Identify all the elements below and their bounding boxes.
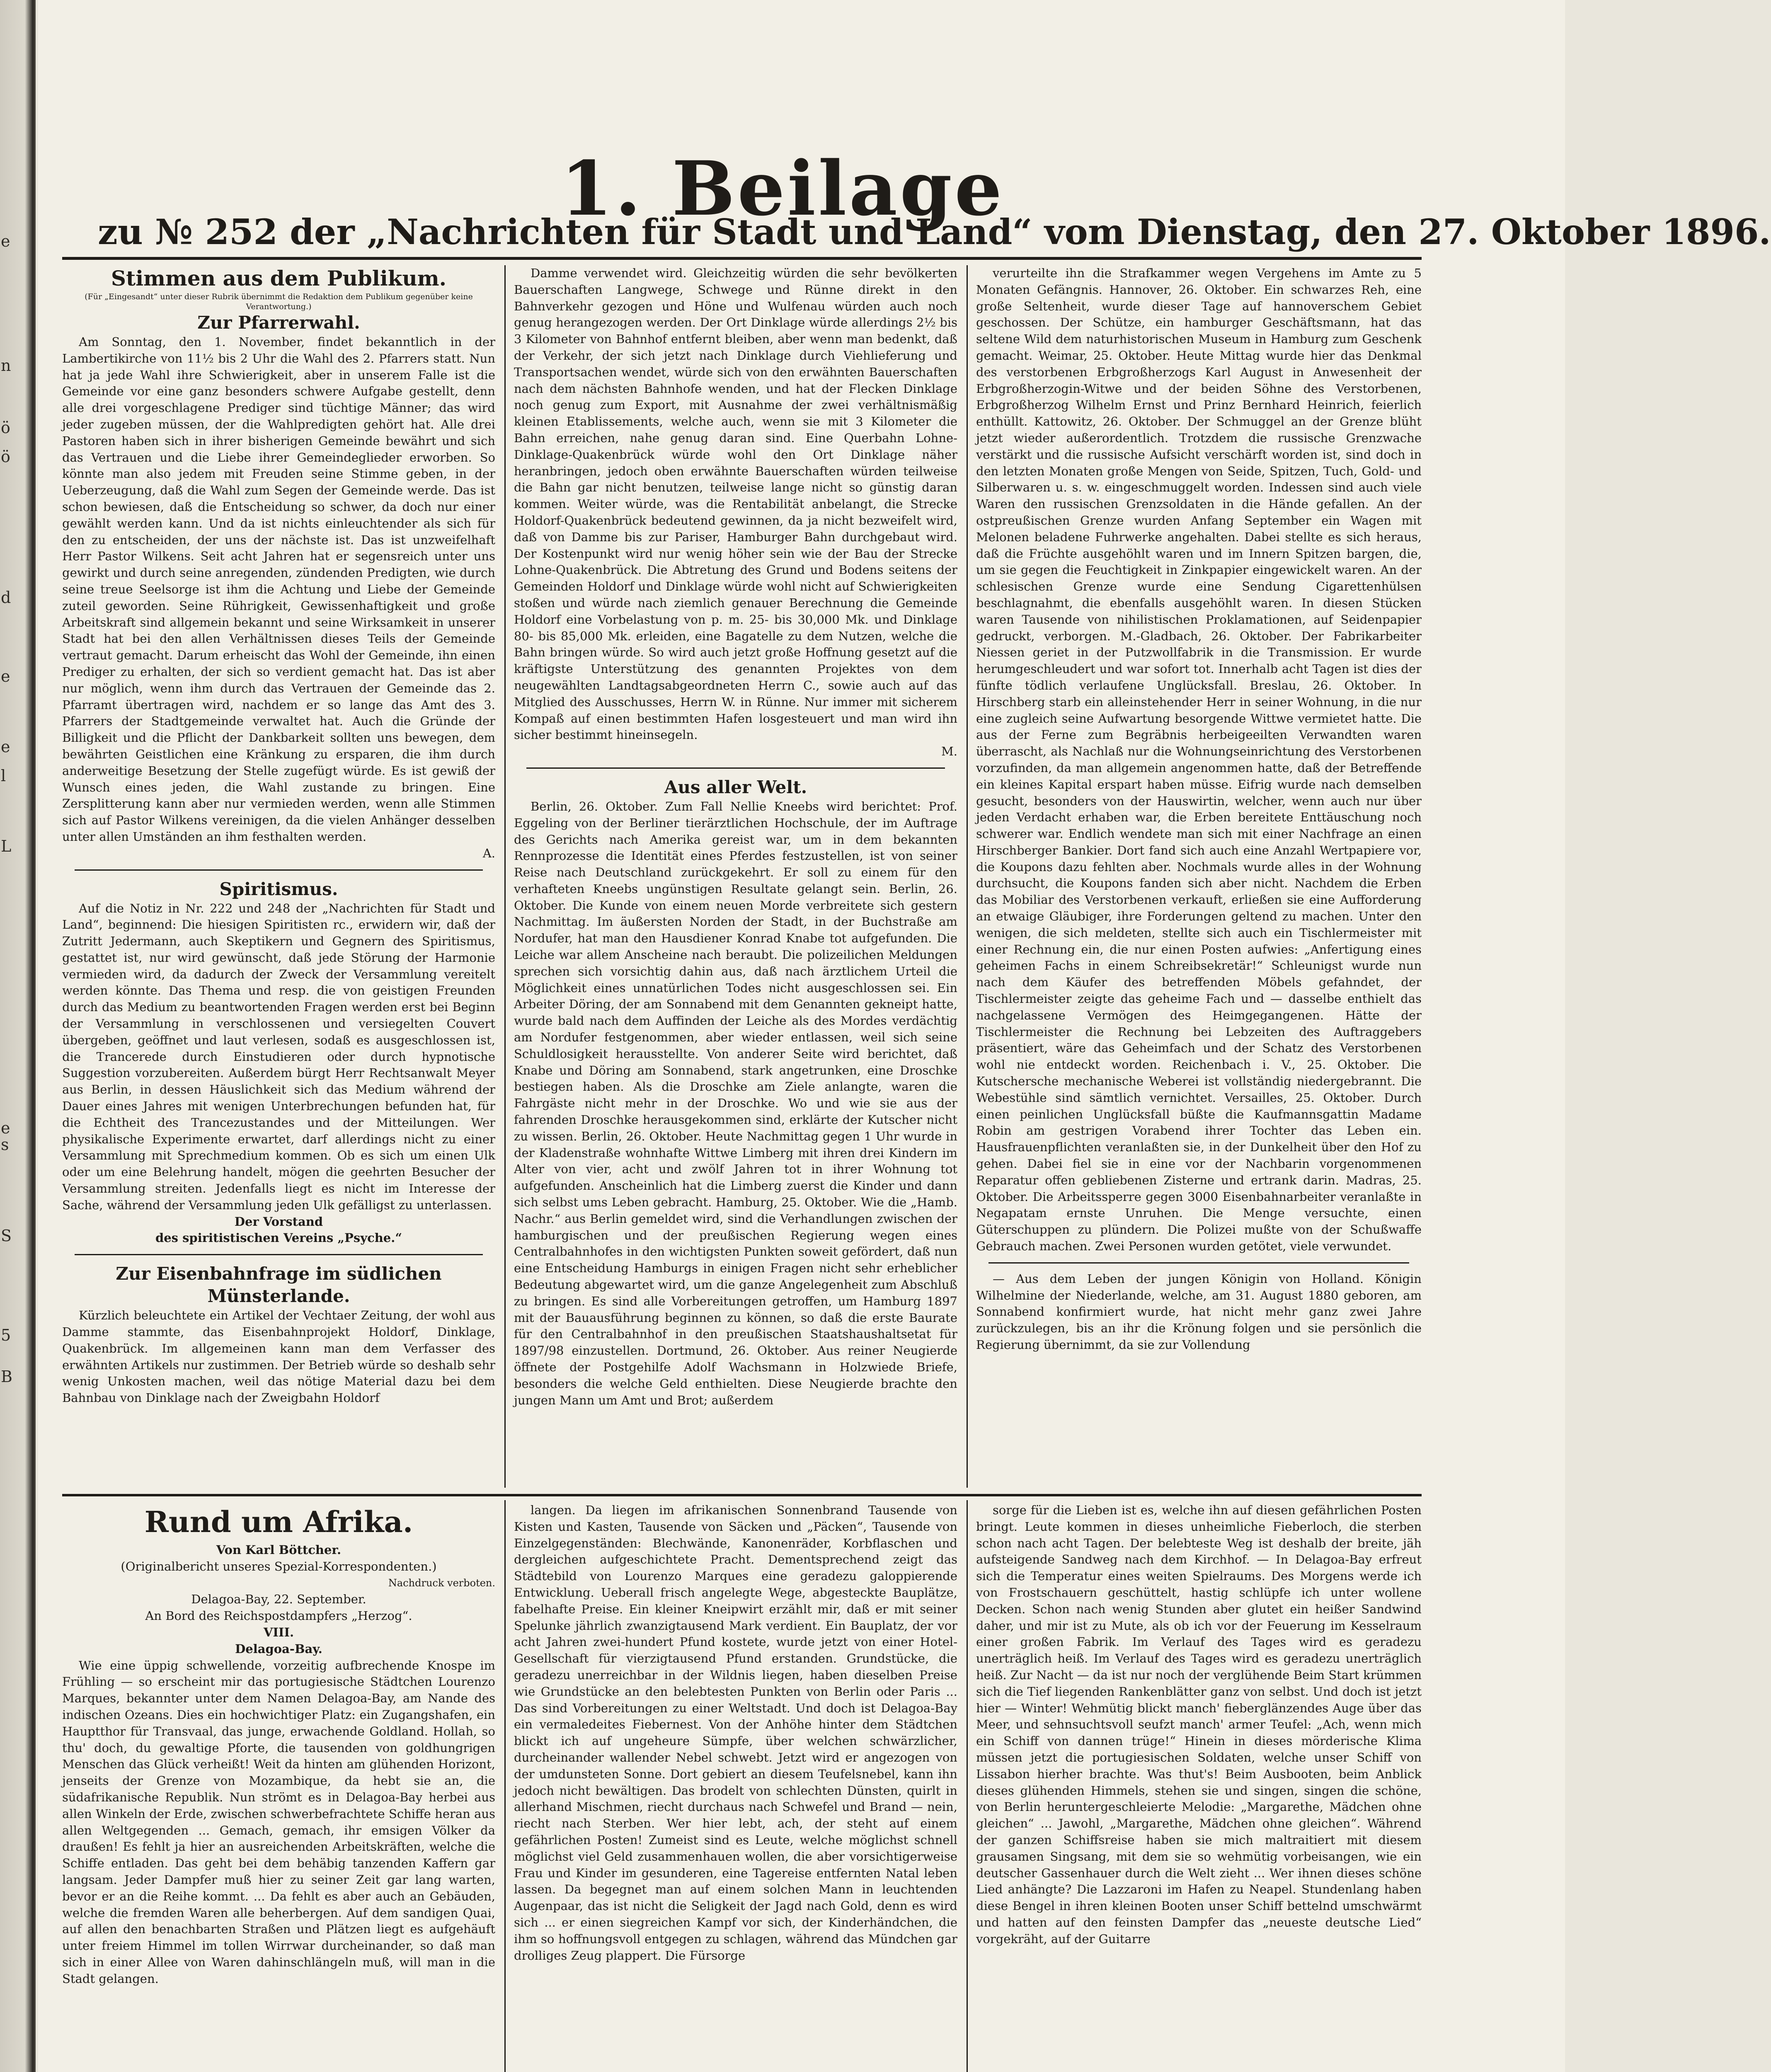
feuilleton-byline: (Originalbericht unseres Spezial-Korrespondenten.) <box>121 1559 437 1573</box>
article-heading: Zur Pfarrerwahl. <box>197 312 360 333</box>
article-separator <box>75 869 483 871</box>
binding-letter: L <box>1 837 12 855</box>
article-body: Kürzlich beleuchtete ein Artikel der Vechtaer Zeitung, der wohl aus Damme stammte, das Eisenbahnprojekt Holdorf, Dinklage, Quakenbrück. Im allgemeinen kann man dem Verfasser des erwähnten Artikels nur zustimmen. Der Betrieb würde so deshalb sehr wenig Unkosten machen, weil das nötige Material dazu bei dem Bahnbau von Dinklage nach der Zweigbahn Holdorf <box>62 1308 495 1405</box>
binding-letter: ö <box>1 419 10 437</box>
article-body: Damme verwendet wird. Gleichzeitig würden die sehr bevölkerten Bauerschaften Langwege, Schwege und Rünne direkt in den Bahnverkehr gezogen und Höne und Wulfenau würden auch noch genug herangezogen werden. Der Ort Dinklage würde allerdings 2½ bis 3 Kilometer von Bahnhof entfernt bleiben, aber wenn man bedenkt, daß der Verkehr, der sich jetzt nach Dinklage durch Viehlieferung und Transportsachen wendet, würde sich von den erwähnten Bauerschaften nach dem nächsten Bahnhofe wenden, und hat der Flecken Dinklage noch genug zum Export, mit Ausnahme der zwei verhältnismäßig kleinen Etablissements, welche auch, wenn sie mit 3 Kilometer die Bahn erreichen, nahe genug daran sind. Eine Querbahn Lohne-Dinklage-Quakenbrück würde wohl den Ort Dinklage näher heranbringen, jedoch oben erwähnte Bauerschaften würden teilweise die Bahn gar nicht benutzen, teilweise lange nicht so günstig daran kommen. Weiter würde, was die Rentabilität anbelangt, die Strecke Holdorf-Quakenbrück bedeutend gewinnen, da ja nicht bezweifelt wird, daß von Damme bis zur Pariser, Hamburger Bahn durchgebaut wird. Der Kostenpunkt wird nur wenig höher sein wie der Bau der Strecke Lohne-Quakenbrück. Die Abtretung des Grund und Bodens seitens der Gemeinden Holdorf und Dinklage würde wohl nicht auf Schwierigkeiten stoßen und würde nach ziemlich genauer Berechnung die Gemeinde Holdorf eine Vorbelastung von p. m. 25- bis 30,000 Mk. und Dinklage 80- bis 85,000 Mk. erleiden, eine Bagatelle zu dem Nutzen, welche die Bahn bringen würde. So wird auch jetzt große Hoffnung gesetzt auf die kräftigste Unterstützung des genannten Projektes von dem neugewählten Landtagsabgeordneten Herrn C., sowie auch auf das Mitglied des Ausschusses, Herrn W. in Rünne. Nur immer mit sicherem Kompaß auf einen bestimmten Hafen losgesteuert und man wird ihn sicher bestimmt hineinsegeln. <box>514 266 957 742</box>
section-rule <box>62 1494 1422 1496</box>
binding-letter: l <box>1 767 6 785</box>
article-body: — Aus dem Leben der jungen Königin von Holland. Königin Wilhelmine der Niederlande, welche, am 31. August 1880 geboren, am Sonnabend konfirmiert wurde, hat nicht mehr ganz zwei Jahre zurückzulegen, bis an ihr die Krönung folgen und sie persönlich die Regierung übernimmt, da sie zur Vollendung <box>976 1271 1422 1352</box>
dateline-ship: An Bord des Reichspostdampfers „Herzog“. <box>145 1609 412 1623</box>
column-3 <box>976 265 1422 1490</box>
feuilleton-body: langen. Da liegen im afrikanischen Sonnenbrand Tausende von Kisten und Kasten, Tausende von Säcken und „Päcken“, Tausende von Einzelgegenständen: Blechwände, Kanonenräder, Korbflaschen und dergleichen aufgeschichtete Pracht. Dementsprechend zeigt das Städtebild von Lourenzo Marques eine geradezu galoppierende Entwicklung. Ueberall frisch angelegte Wege, abgesteckte Bauplätze, fabelhafte Preise. Ein kleiner Kneipwirt erzählt mir, daß er mit seiner Spelunke jährlich zwanzigtausend Mark verdient. Ein Bauplatz, der vor acht Jahren zwei-hundert Pfund kostete, wurde jetzt von einer Hotel-Gesellschaft für vierzigtausend Pfund erstanden. Grundstücke, die geradezu unerreichbar in der Wildnis liegen, haben dieselben Preise wie Grundstücke an den belebtesten Punkten von Berlin oder Paris ... Das sind Vorbereitungen zu einer Weltstadt. Und doch ist Delagoa-Bay ein vermaledeites Fiebernest. Von der Anhöhe hinter dem Städtchen blickt ich auf ungeheure Sümpfe, über welchen schwärzlicher, durcheinander wallender Nebel schwebt. Jetzt wird er angezogen von der umdunsteten Sonne. Dort gebiert an diesem Teufelsnebel, kann ihn jedoch nicht bewältigen. Das brodelt von schlechten Dünsten, quirlt in allerhand Mischmen, riecht durchaus nach Schwefel und Brand — nein, riecht nach Sterben. Wer hier lebt, ach, der steht auf einem gefährlichen Posten! Zumeist sind es Leute, welche möglichst schnell möglichst viel Geld zusammenhauen wollen, die aber vorsichtigerweise Frau und Kinder im gesunderen, eine Tagereise entfernten Natal leben lassen. Da begegnet man auf einem solchen Mann in leuchtenden Augenpaar, das ist nicht die Seligkeit der Jagd nach Gold, denn es wird sich ... er einen siegreichen Kampf vor sich, der Kinderhändchen, die ihm so hoffnungsvoll entgegen zu schlagen, während das Mündchen gar drolliges Zeug plappert. Die Fürsorge <box>514 1503 957 1963</box>
article-heading: Zur Eisenbahnfrage im südlichen Münsterlande. <box>116 1264 442 1307</box>
section-heading: Aus aller Welt. <box>664 777 807 797</box>
column-rule <box>967 265 968 1488</box>
binding-letter: s <box>1 1135 9 1154</box>
article-signature: M. <box>941 744 957 759</box>
feuilleton-title: Rund um Afrika. <box>144 1505 413 1539</box>
chapter-title: Delagoa-Bay. <box>235 1641 322 1656</box>
section-heading: Stimmen aus dem Publikum. <box>111 266 447 290</box>
column-rule <box>504 265 506 1488</box>
feuilleton-body: sorge für die Lieben ist es, welche ihn auf diesen gefährlichen Posten bringt. Leute kommen in dieses unheimliche Fieberloch, die sterben schon nach acht Tagen. Der belebteste Weg ist deshalb der breite, jäh aufsteigende Sandweg nach dem Kirchhof. — In Delagoa-Bay erfreut sich die Temperatur eines weiten Spielraums. Des Morgens werde ich von Frostschauern geschüttelt, hastig schlüpfe ich unter wollene Decken. Schon nach wenig Stunden aber glutet ein heißer Sandwind daher, und mir ist zu Mute, als ob ich vor der Feuerung im Kesselraum einer großen Fabrik. Im Verlauf des Tages wird es geradezu unerträglich heiß. Im Verlauf des Tages wird es geradezu unerträglich heiß. Zur Nacht — da ist nur noch der verglühende Beim Start krümmen sich die Tief liegenden Rankenblätter ganz von selbst. Und doch ist jetzt hier — Winter! Wehmütig blickt manch' fieberglänzendes Auge über das Meer, und sehnsuchtsvoll seufzt manch' armer Teufel: „Ach, wenn mich ein Schiff von dannen trüge!“ Hinein in dieses mörderische Klima müssen jetzt die portugiesischen Soldaten, welche unser Schiff von Lissabon hierher brachte. Was thut's! Beim Ausbooten, beim Anblick dieses glühenden Himmels, stehen sie und singen, singen die schöne, von Berlin heruntergeschleierte Melodie: „Margarethe, Mädchen ohne gleichen“ ... Jawohl, „Margarethe, Mädchen ohne gleichen“. Während der ganzen Schiffsreise haben sie mich maltraitiert mit diesem grausamen Singsang, mit dem sie so wehmütig vorbeisangen, wie ein deutscher Gassenhauer durch die Welt zieht ... Wer ihnen dieses schöne Lied anhängte? Die Lazzaroni im Hafen zu Neapel. Stundenlang haben diese Bengel in ihren kleinen Booten unser Schiff bettelnd umschwärmt und hatten auf den feinsten Dampfer das „neueste deutsche Lied“ vorgekräht, auf der Guitarre <box>976 1503 1422 1946</box>
column-1 <box>62 265 495 1490</box>
article-body: Am Sonntag, den 1. November, findet bekanntlich in der Lambertikirche von 11½ bis 2 Uhr die Wahl des 2. Pfarrers statt. Nun hat ja jede Wahl ihre Schwierigkeit, aber in unserem Falle ist die Gemeinde vor eine ganz besonders schwere Aufgabe gestellt, denn alle drei vorgeschlagene Prediger sind tüchtige Männer; das wird jeder zugeben müssen, der die Wahlpredigten gehört hat. Alle drei Pastoren haben sich in ihrer bisherigen Gemeinde bewährt und sich das Vertrauen und die Liebe ihrer Gemeindeglieder erworben. So könnte man also jedem mit Freuden seine Stimme geben, in der Ueberzeugung, daß die Wahl zum Segen der Gemeinde werde. Das ist schon bewiesen, daß die Entscheidung so schwer, da doch nur einer gewählt werden kann. Und da ist nichts einleuchtender als sich für den zu entscheiden, der uns der nächste ist. Das ist unzweifelhaft Herr Pastor Wilkens. Seit acht Jahren hat er segensreich unter uns gewirkt und durch seine anregenden, zündenden Predigten, wie durch seine treue Seelsorge ist ihm die Achtung und Liebe der Gemeinde zuteil geworden. Seine Rührigkeit, Gewissenhaftigkeit und große Arbeitskraft sind allgemein bekannt und seine Wirksamkeit in unserer Stadt hat bei den allen Verhältnissen dieses Teils der Gemeinde vertraut gemacht. Darum erheischt das Wohl der Gemeinde, ihn einen Prediger zu erhalten, der sich so verdient gemacht hat. Das ist aber nur möglich, wenn ihm durch das Vertrauen der Gemeinde das 2. Pfarramt übertragen wird, nachdem er so lange das Amt des 3. Pfarrers der Stadtgemeinde verwaltet hat. Auch die Gründe der Billigkeit und die Pflicht der Dankbarkeit sollten uns bewegen, dem bewährten Geistlichen eine Kränkung zu ersparen, die ihm durch anderweitige Besetzung der Stelle zugefügt würde. Es ist gewiß der Wunsch eines jeden, die Wahl zustande zu bringen. Eine Zersplitterung kann aber nur vermieden werden, wenn alle Stimmen sich auf Pastor Wilkens vereinigen, da die vielen Anhänger desselben unter allen Umständen an ihm festhalten werden. <box>62 335 495 844</box>
afrika-column-1 <box>62 1502 495 2072</box>
header-rule <box>62 257 1422 260</box>
reprint-notice: Nachdruck verboten. <box>388 1577 495 1589</box>
article-heading: Spiritismus. <box>219 879 338 899</box>
article-separator <box>75 1254 483 1255</box>
afrika-column-2 <box>514 1502 957 2072</box>
binding-letter: n <box>1 356 11 375</box>
binding-letter: e <box>1 738 10 756</box>
article-signature: A. <box>482 846 495 860</box>
feuilleton-body: Wie eine üppig schwellende, vorzeitig aufbrechende Knospe im Frühling — so erscheint mir das portugiesische Städtchen Lourenzo Marques, bekannter unter dem Namen Delagoa-Bay, am Nande des indischen Ozeans. Dies ein hochwichtiger Platz: ein Zugangshafen, ein Hauptthor für Transvaal, das junge, erwachende Goldland. Hollah, so thu' doch, du gewaltige Pforte, die tausenden von goldhungrigen Menschen das Glück verheißt! Weit da hinten am glühenden Horizont, jenseits der Grenze von Mozambique, da hebt sie an, die südafrikanische Republik. Nun strömt es in Delagoa-Bay herbei aus allen Winkeln der Erde, zwischen schwerbefrachtete Schiffe heran aus allen Weltgegenden ... Gemach, gemach, ihr emsigen Völker da draußen! Es fehlt ja hier an ausreichenden Arbeitskräften, welche die Schiffe entladen. Das geht bei dem behäbig tanzenden Kaffern gar langsam. Jeder Dampfer muß hier zu seiner Zeit gar lang warten, bevor er an die Reihe kommt. ... Da fehlt es aber auch an Gebäuden, welche die fremden Waren alle beherbergen. Auf dem sandigen Quai, auf allen den benachbarten Straßen und Plätzen liegt es aufgehäuft unter freiem Himmel im tollen Wirrwar durcheinander, so daß man sich in einer Allee von Waren dahinschlängeln muß, will man in die Stadt gelangen. <box>62 1658 495 1986</box>
article-body: Auf die Notiz in Nr. 222 und 248 der „Nachrichten für Stadt und Land“, beginnend: Die hiesigen Spiritisten rc., erwidern wir, daß der Zutritt Jedermann, auch Skeptikern und Gegnern des Spiritismus, gestattet ist, nur wird gewünscht, daß jede Störung der Harmonie vermieden wird, da dadurch der Zweck der Versammlung vereitelt werden könnte. Das Thema und resp. die von geistigen Freunden durch das Medium zu beantwortenden Fragen werden erst bei Beginn der Versammlung in verschlossenen und versiegelten Couvert übergeben, geöffnet und laut verlesen, sodaß es ausgeschlossen ist, die Trancerede durch Einstudieren oder durch hypnotische Suggestion vorzubereiten. Außerdem bürgt Herr Rechtsanwalt Meyer aus Berlin, in dessen Häuslichkeit sich das Medium während der Dauer eines Jahres mit wenigen Unterbrechungen befunden hat, für die Echtheit des Trancezustandes und der Mitteilungen. Wer physikalische Experimente erwartet, darf allerdings nicht zu einer Versammlung mit Sprechmedium kommen. Ob es sich um einen Ulk oder um eine Belehrung handelt, mögen die geehrten Besucher der Versammlung streiten. Jedenfalls liegt es nicht im Interesse der Sache, während der Versammlung jeden Ulk gefälligst zu unterlassen. <box>62 901 495 1212</box>
binding-letter: d <box>1 588 11 607</box>
binding-letter: B <box>1 1368 12 1386</box>
article-signature: des spiritistischen Vereins „Psyche.“ <box>155 1231 402 1245</box>
article-separator <box>988 1262 1409 1264</box>
afrika-column-3 <box>976 1502 1422 2072</box>
page-title: 1. Beilage <box>560 145 1005 232</box>
article-body: verurteilte ihn die Strafkammer wegen Vergehens im Amte zu 5 Monaten Gefängnis. Hannover, 26. Oktober. Ein schwarzes Reh, eine große Seltenheit, wurde dieser Tage auf hannoverschem Gebiet geschossen. Der Schütze, ein hamburger Geschäftsmann, hat das seltene Wild dem naturhistorischen Museum in Hamburg zum Geschenk gemacht. Weimar, 25. Oktober. Heute Mittag wurde hier das Denkmal des verstorbenen Erbgroßherzogs Karl August in Anwesenheit der Erbgroßherzogin-Witwe und der beiden Söhne des Verstorbenen, Erbgroßherzog Wilhelm Ernst und Prinz Bernhard Heinrich, feierlich enthüllt. Kattowitz, 26. Oktober. Der Schmuggel an der Grenze blüht jetzt wieder außerordentlich. Trotzdem die russische Grenzwache verstärkt und die russische Aufsicht verschärft worden ist, sind doch in den letzten Monaten große Mengen von Seide, Spitzen, Tuch, Gold- und Silberwaren u. s. w. eingeschmuggelt worden. Indessen sind auch viele Waren den russischen Grenzsoldaten in die Hände gefallen. An der ostpreußischen Grenze wurden Anfang September ein Wagen mit Melonen beladene Fuhrwerke angehalten. Dabei stellte es sich heraus, daß die Früchte ausgehöhlt waren und im Innern Spitzen bargen, die, um sie gegen die Feuchtigkeit in Zinkpapier eingewickelt waren. An der schlesischen Grenze wurde eine Sendung Cigarettenhülsen beschlagnahmt, die ebenfalls ausgehöhlt waren. In diesen Stücken waren Tausende von nihilistischen Proklamationen, auf Seidenpapier gedruckt, verborgen. M.-Gladbach, 26. Oktober. Der Fabrikarbeiter Niessen geriet in der Putzwollfabrik in die Transmission. Er wurde herumgeschleudert und war sofort tot. Innerhalb acht Tagen ist dies der fünfte tödlich verlaufene Unglücksfall. Breslau, 26. Oktober. In Hirschberg starb ein alleinstehender Herr in seiner Wohnung, in die nur eine zugleich seine Aufwartung besorgende Wittwe vermietet hatte. Die aus der Ferne zum Begräbnis herbeigeeilten Verwandten waren überrascht, als Nachlaß nur die Wohnungseinrichtung des Verstorbenen vorzufinden, da man allgemein angenommen hatte, daß der Betreffende ein kleines Kapital erspart haben müsse. Eifrig wurde nach demselben gesucht, besonders von der Hauswirtin, welcher, wenn auch nur über jeden Verdacht erhaben war, die Erben bereitete Enttäuschung noch schwerer war. Endlich wendete man sich mit einer Nachfrage an einen Hirschberger Bankier. Dort fand sich auch eine Anzahl Wertpapiere vor, die Koupons dazu fehlten aber. Nochmals wurde alles in der Wohnung durchsucht, die Koupons fanden sich aber nicht. Nachdem die Erben das Mobiliar des Verstorbenen verkauft, erließen sie eine Aufforderung an etwaige Gläubiger, ihre Forderungen geltend zu machen. Unter den wenigen, die sich meldeten, stellte sich auch ein Tischlermeister mit einer Rechnung ein, die nur einen Posten aufwies: „Anfertigung eines geheimen Fachs in einem Schreibsekretär!“ Schleunigst wurde nun nach dem Käufer des betreffenden Möbels gefahndet, der Tischlermeister zeigte das geheime Fach und — dasselbe enthielt das nachgelassene Vermögen des Heimgegangenen. Hätte der Tischlermeister die Rechnung bei Lebzeiten des Auftraggebers präsentiert, wäre das Geheimfach und der Schatz des Verstorbenen wohl nie entdeckt worden. Reichenbach i. V., 25. Oktober. Die Kutschersche mechanische Weberei ist vollständig niedergebrannt. Die Webestühle sind sämtlich vernichtet. Versailles, 25. Oktober. Durch einen peinlichen Unglücksfall büßte die Kaufmannsgattin Madame Robin am gestrigen Vorabend ihrer Tochter das Leben ein. Hausfrauenpflichten veranlaßten sie, in der Dunkelheit über den Hof zu gehen. Dabei fiel sie in eine vor der Nachbarin vorgenommenen Reparatur offen gebliebenen Zisterne und ertrank darin. Madras, 25. Oktober. Die Arbeitssperre gegen 3000 Eisenbahnarbeiter veranlaßte in Negapatam ernste Unruhen. Die Menge versuchte, einen Güterschuppen zu plündern. Die Polizei mußte von der Schußwaffe Gebrauch machen. Zwei Personen wurden getötet, viele verwundet. <box>976 266 1422 1254</box>
binding-letter: e <box>1 667 10 685</box>
column-rule <box>504 1500 506 2072</box>
page-subtitle: zu № 252 der „Nachrichten für Stadt und Land“ vom Dienstag, den 27. Oktober 1896. <box>98 211 1771 252</box>
column-rule <box>967 1500 968 2072</box>
chapter-number: VIII. <box>263 1625 294 1639</box>
binding-strip <box>0 0 36 2072</box>
editorial-note: (Für „Eingesandt“ unter dieser Rubrik übernimmt die Redaktion dem Publikum gegenüber keine Verantwortung.) <box>85 292 473 311</box>
article-body: Berlin, 26. Oktober. Zum Fall Nellie Kneebs wird berichtet: Prof. Eggeling von der Berliner tierärztlichen Hochschule, der im Auftrage des Gerichts nach Amerika gereist war, um in dem bekannten Rennprozesse die Identität eines Pferdes festzustellen, ist von seiner Reise nach Deutschland zurückgekehrt. Er soll zu einem für den verhafteten Kneebs ungünstigen Resultate gelangt sein. Berlin, 26. Oktober. Die Kunde von einem neuen Morde verbreitete sich gestern Nachmittag. Im äußersten Norden der Stadt, in der Buchstraße am Nordufer, hat man den Hausdiener Konrad Knabe tot aufgefunden. Die Leiche war allem Anscheine nach beraubt. Die polizeilichen Meldungen sprechen sich vorsichtig dahin aus, daß nach ärztlichem Urteil die Möglichkeit eines unnatürlichen Todes nicht ausgeschlossen sei. Ein Arbeiter Döring, der am Sonnabend mit dem Genannten gekneipt hatte, wurde bald nach dem Auffinden der Leiche als des Mordes verdächtig am Nordufer festgenommen, aber wieder entlassen, weil sich seine Schuldlosigkeit herausstellte. Von anderer Seite wird berichtet, daß Knabe und Döring am Sonnabend, stark angetrunken, eine Droschke bestiegen haben. Als die Droschke am Ziele anlangte, waren die Fahrgäste nicht mehr in der Droschke. Wo und wie sie aus der fahrenden Droschke herausgekommen sind, erklärte der Kutscher nicht zu wissen. Berlin, 26. Oktober. Heute Nachmittag gegen 1 Uhr wurde in der Kladenstraße wohnhafte Wittwe Limberg mit ihren drei Kindern im Alter von vier, acht und zwölf Jahren tot in ihrer Wohnung tot aufgefunden. Anscheinlich hat die Limberg zuerst die Kinder und dann sich selbst ums Leben gebracht. Hamburg, 25. Oktober. Wie die „Hamb. Nachr.“ aus Berlin gemeldet wird, sind die Verhandlungen zwischen der hamburgischen und der preußischen Regierung wegen eines Centralbahnhofes in den wichtigsten Punkten soweit gefördert, daß nun eine Entscheidung Hamburgs in einigen Fragen nicht sehr erheblicher Bedeutung abgewartet wird, um die ganze Angelegenheit zum Abschluß zu bringen. Es sind alle Vorbereitungen getroffen, um Hamburg 1897 mit der Bauausführung beginnen zu können, so daß die erste Baurate für den Centralbahnhof in den preußischen Staatshaushaltsetat für 1897/98 einzustellen. Dortmund, 26. Oktober. Aus reiner Neugierde öffnete der Postgehilfe Adolf Wachsmann in Holzwiede Briefe, besonders die welche Geld enthielten. Diese Neugierde brachte den jungen Mann um Amt und Brot; außerdem <box>514 799 957 1407</box>
binding-letter: e <box>1 1119 10 1137</box>
article-separator <box>526 767 945 769</box>
feuilleton-author: Von Karl Böttcher. <box>216 1543 342 1557</box>
binding-letter: S <box>1 1227 12 1245</box>
article-signature: Der Vorstand <box>234 1214 323 1229</box>
column-2 <box>514 265 957 1490</box>
binding-letter: 5 <box>1 1326 11 1344</box>
binding-letter: e <box>1 232 10 250</box>
binding-letter: ö <box>1 448 10 466</box>
dateline: Delagoa-Bay, 22. September. <box>191 1592 366 1607</box>
